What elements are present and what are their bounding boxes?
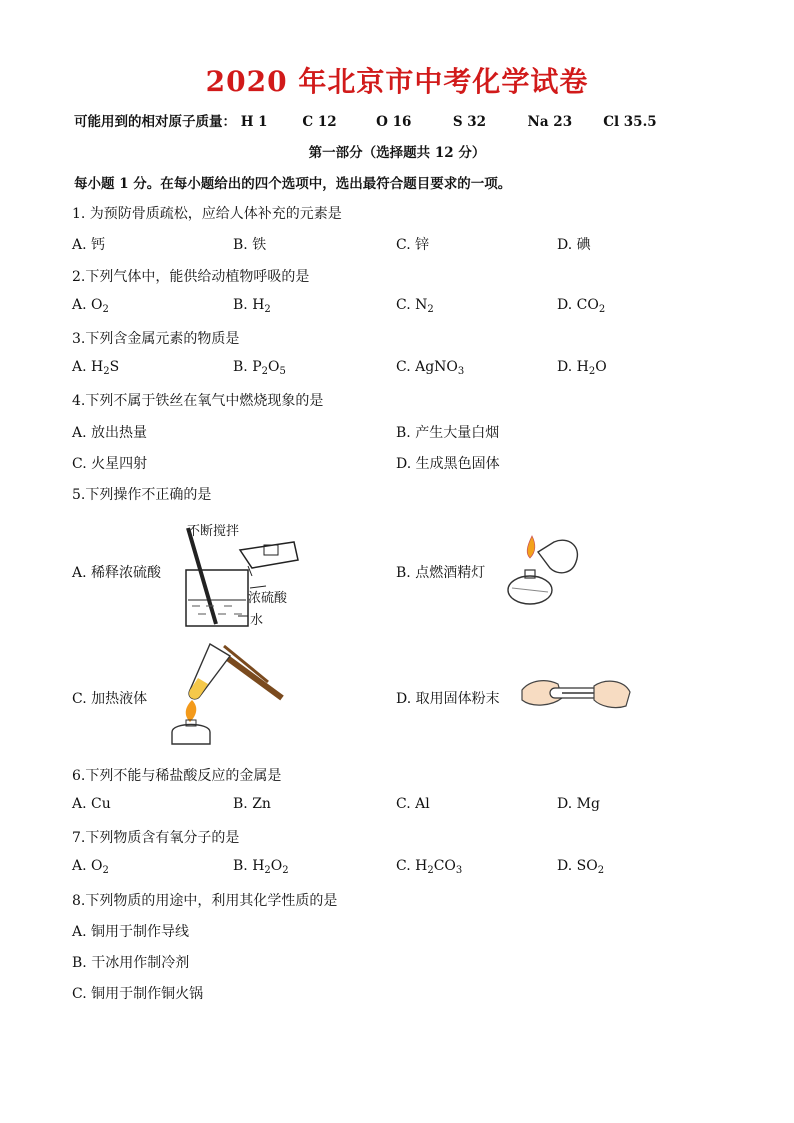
- q8-option-c: C. 铜用于制作铜火锅: [72, 986, 204, 1002]
- q4-option-d: D. 生成黑色固体: [396, 456, 500, 472]
- q3-option-a: A. $H_2S$: [72, 359, 120, 377]
- q2-option-c: C. $N_2$: [396, 297, 434, 315]
- atomic-mass-s: S 32: [452, 114, 487, 130]
- q4-option-b: B. 产生大量白烟: [396, 425, 500, 441]
- q5-option-a: A. 稀释浓硫酸: [72, 565, 162, 581]
- atomic-mass-h: H 1: [240, 114, 268, 130]
- glass-rod: [188, 528, 216, 624]
- q3-option-d: D. $H_2O$: [557, 359, 607, 377]
- q1-option-d: D. 碘: [557, 237, 591, 253]
- section-title: 第一部分（选择题共 12 分）: [308, 145, 486, 161]
- atomic-mass-o: O 16: [376, 114, 412, 130]
- q7-option-b: B. $H_2O_2$: [233, 858, 289, 876]
- question-8-stem: 8.下列物质的用途中，利用其化学性质的是: [72, 893, 338, 909]
- label-acid: 浓硫酸: [248, 591, 288, 606]
- q1-option-b: B. 铁: [233, 237, 267, 253]
- q6-option-c: C. Al: [396, 796, 430, 812]
- label-water: 水: [250, 613, 264, 628]
- atomic-mass-cl: Cl 35.5: [603, 114, 657, 130]
- instructions: 每小题 1 分。在每小题给出的四个选项中，选出最符合题目要求的一项。: [74, 176, 512, 192]
- q2-option-a: A. $O_2$: [72, 297, 109, 315]
- q1-option-a: A. 钙: [72, 237, 106, 253]
- q6-option-b: B. Zn: [233, 796, 271, 812]
- figure-heat-liquid: [164, 636, 290, 752]
- q5-option-c: C. 加热液体: [72, 691, 148, 707]
- q4-option-a: A. 放出热量: [72, 425, 148, 441]
- q3-option-c: C. AgNO$_3$: [396, 359, 465, 377]
- right-hand: [594, 681, 630, 707]
- tube-holder: [222, 654, 282, 698]
- figure-light-lamp: [498, 522, 588, 612]
- water-dashes: [192, 606, 242, 614]
- q1-option-c: C. 锌: [396, 237, 430, 253]
- q2-option-d: D. $CO_2$: [557, 297, 606, 315]
- q8-option-b: B. 干冰用作制冷剂: [72, 955, 190, 971]
- atomic-mass-label: 可能用到的相对原子质量：: [74, 114, 236, 130]
- q5-option-b: B. 点燃酒精灯: [396, 565, 486, 581]
- atomic-mass-c: C 12: [302, 114, 337, 130]
- flame-icon: [186, 700, 197, 722]
- q6-option-d: D. Mg: [557, 796, 600, 812]
- q4-option-c: C. 火星四射: [72, 456, 148, 472]
- q3-option-b: B. $P_2O_5$: [233, 359, 286, 377]
- q7-option-a: A. $O_2$: [72, 858, 109, 876]
- atomic-mass-na: Na 23: [527, 114, 573, 130]
- lamp-liquid: [512, 588, 548, 592]
- figure-powder: [518, 670, 632, 718]
- q6-option-a: A. Cu: [72, 796, 111, 812]
- q5-option-d: D. 取用固体粉末: [396, 691, 500, 707]
- question-3-stem: 3.下列含金属元素的物质是: [72, 331, 240, 347]
- q2-option-b: B. $H_2$: [233, 297, 271, 315]
- page-title: 2020 年北京市中考化学试卷: [205, 65, 589, 98]
- flame-icon: [527, 536, 535, 558]
- label-stir: 不断搅拌: [187, 524, 240, 539]
- beaker: [186, 570, 248, 626]
- question-6-stem: 6.下列不能与稀盐酸反应的金属是: [72, 768, 282, 784]
- question-7-stem: 7.下列物质含有氧分子的是: [72, 830, 240, 846]
- question-2-stem: 2.下列气体中，能供给动植物呼吸的是: [72, 269, 310, 285]
- q7-option-d: D. $SO_2$: [557, 858, 605, 876]
- q8-option-a: A. 铜用于制作导线: [72, 924, 190, 940]
- question-4-stem: 4.下列不属于铁丝在氧气中燃烧现象的是: [72, 393, 324, 409]
- atomic-mass-line: [74, 110, 657, 130]
- q7-option-c: C. $H_2CO_3$: [396, 858, 463, 876]
- tilted-lamp: [538, 540, 577, 573]
- question-5-stem: 5.下列操作不正确的是: [72, 487, 212, 503]
- question-1-stem: 1. 为预防骨质疏松，应给人体补充的元素是: [72, 206, 342, 222]
- alcohol-lamp: [172, 725, 210, 745]
